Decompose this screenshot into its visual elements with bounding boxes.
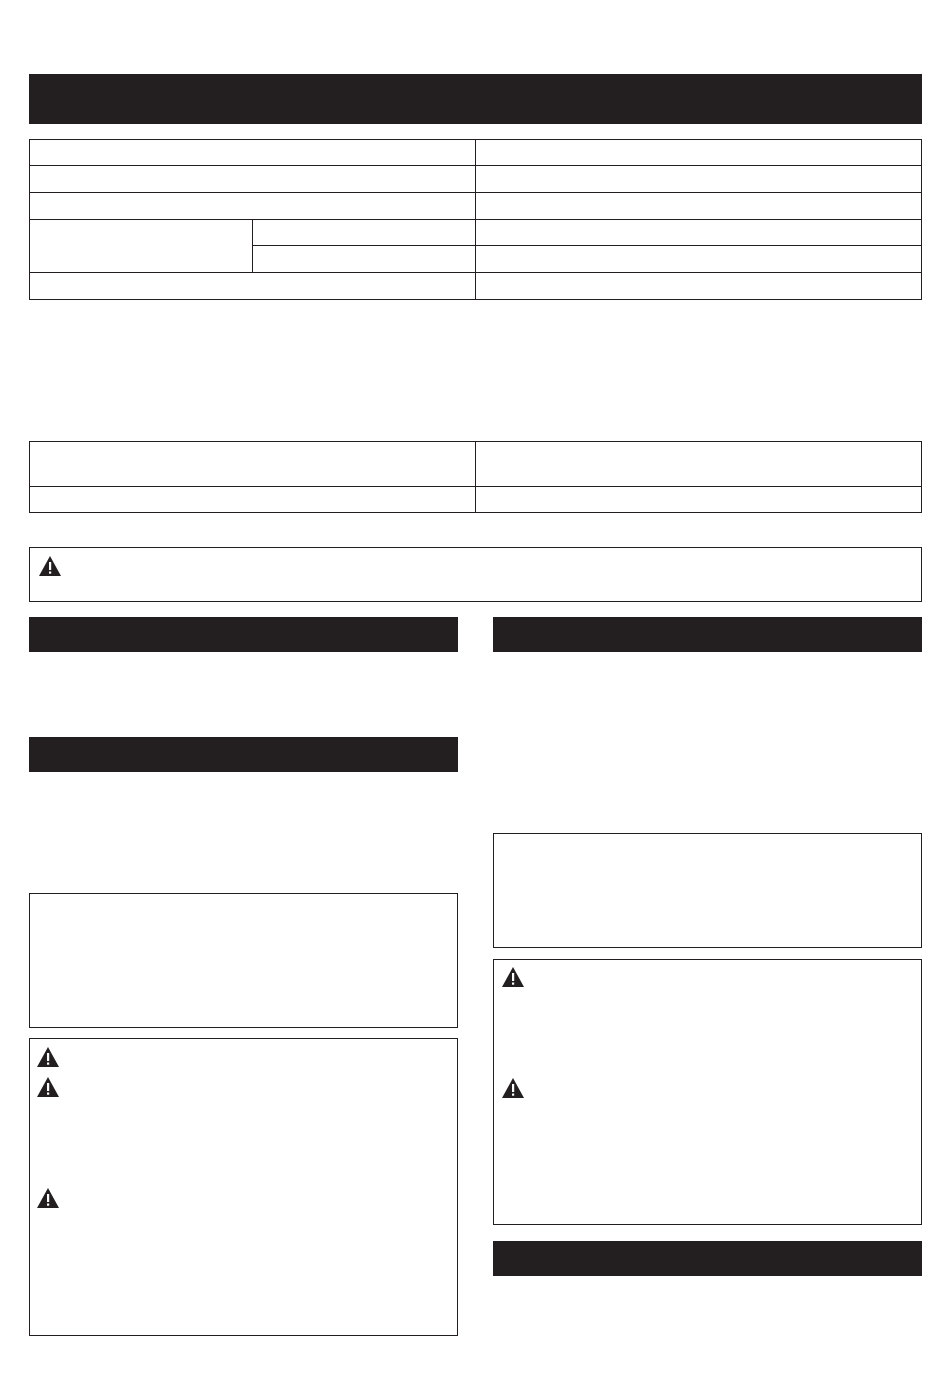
- section-header-bar: [29, 737, 458, 772]
- section-header-bar: [29, 617, 458, 652]
- warning-triangle-icon: [501, 966, 525, 988]
- warning-triangle-icon: [36, 1046, 60, 1068]
- warning-triangle-icon: [38, 555, 62, 577]
- table-row-divider: [253, 245, 921, 246]
- warning-triangle-icon: [36, 1187, 60, 1209]
- specification-table: [29, 139, 922, 300]
- warning-triangle-icon: [501, 1077, 525, 1099]
- section-header-bar: [493, 1241, 922, 1276]
- table-column-divider: [475, 442, 476, 512]
- note-box: [493, 833, 922, 948]
- warning-box: [493, 959, 922, 1225]
- warning-triangle-icon: [36, 1076, 60, 1098]
- table-column-divider: [475, 140, 476, 299]
- secondary-table: [29, 441, 922, 513]
- page-title-bar: [29, 74, 922, 124]
- warning-box: [29, 1038, 458, 1336]
- warning-box: [29, 547, 922, 602]
- table-column-divider: [252, 219, 253, 273]
- section-header-bar: [493, 617, 922, 652]
- note-box: [29, 893, 458, 1028]
